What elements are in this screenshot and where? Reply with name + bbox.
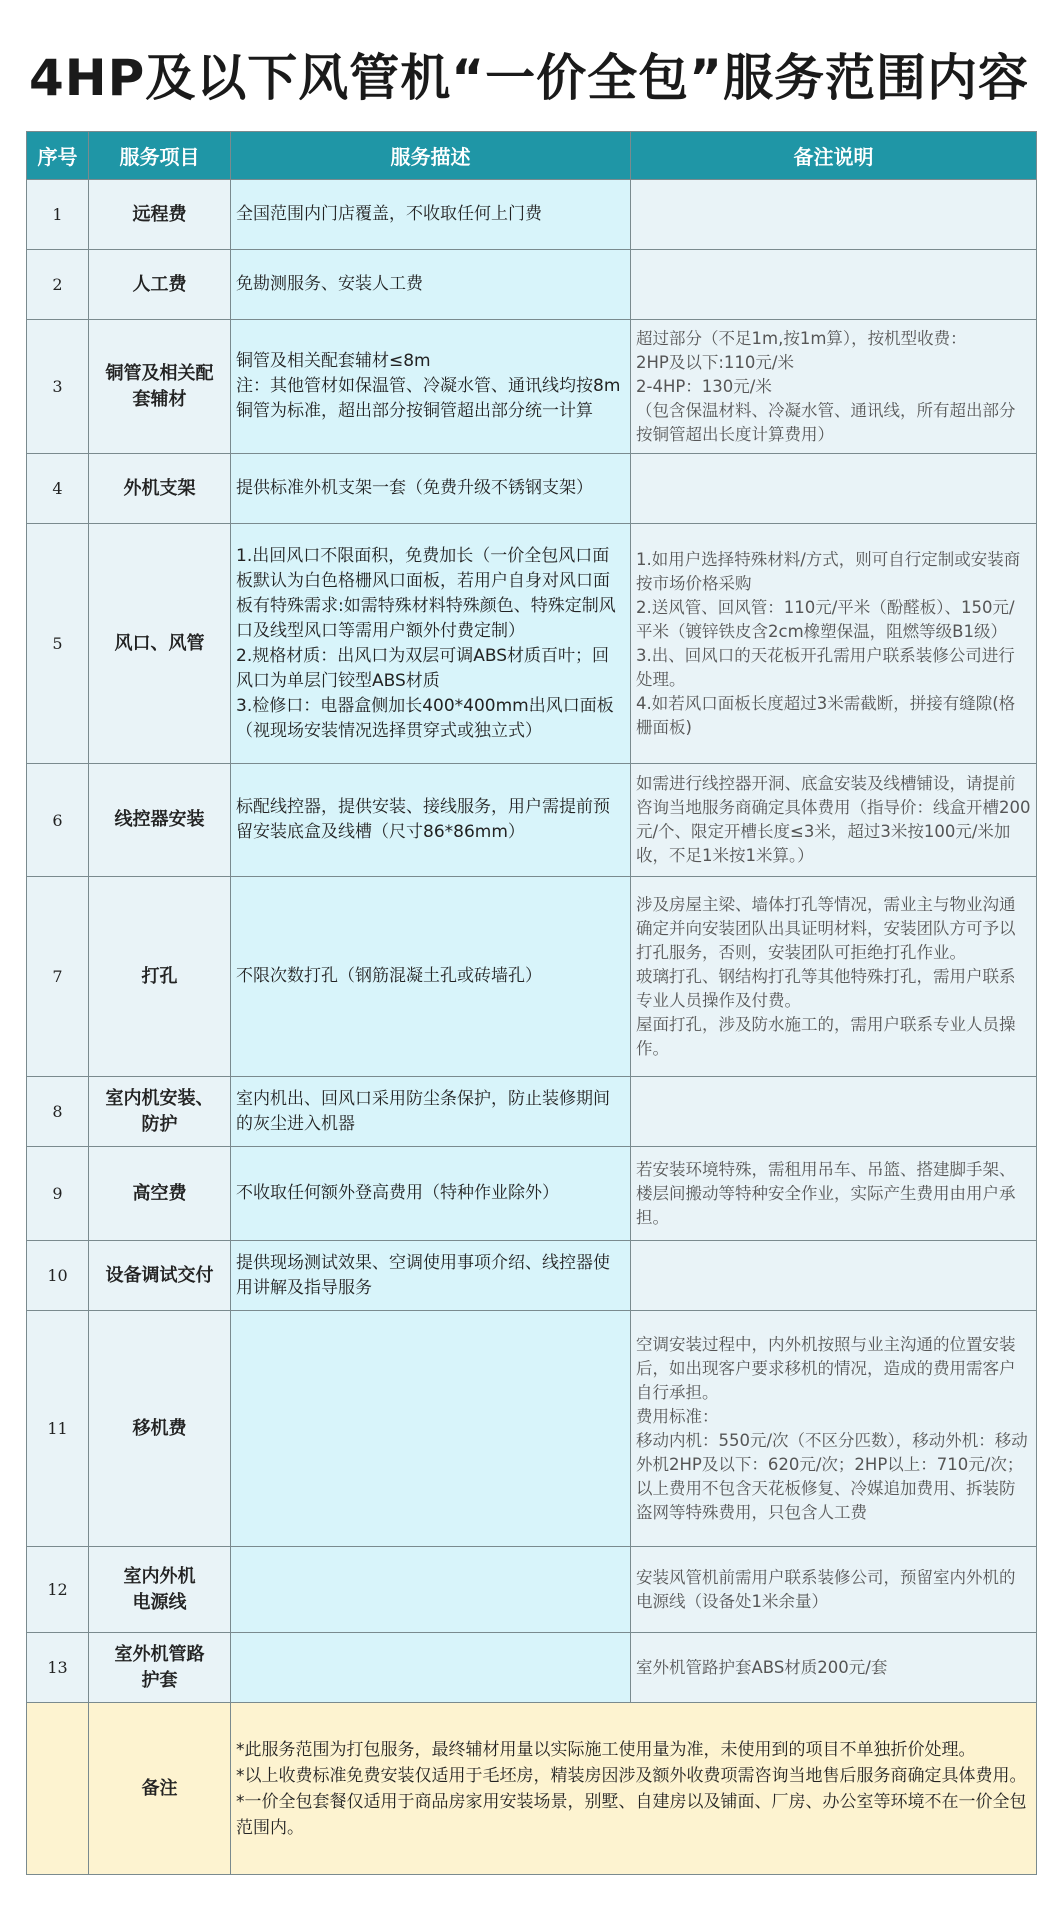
service-item: [89, 250, 231, 320]
service-item-line: 室内机安装、: [105, 1087, 214, 1109]
service-item: [89, 524, 231, 764]
service-note: [631, 764, 1037, 877]
service-item-line: 外机支架: [123, 477, 196, 499]
table-row: [27, 1241, 1037, 1311]
service-description: [231, 1241, 631, 1311]
service-item-line: 护套: [141, 1669, 178, 1691]
page-title: 4HP及以下风管机“一价全包”服务范围内容: [28, 49, 1029, 107]
service-description-line: 不收取任何额外登高费用（特种作业除外）: [236, 1183, 559, 1203]
service-note: [631, 1147, 1037, 1241]
service-description: [231, 250, 631, 320]
table-row: [27, 320, 1037, 454]
row-index: 4: [27, 454, 89, 524]
service-note: [631, 524, 1037, 764]
service-description: [231, 1311, 631, 1547]
table-row: [27, 250, 1037, 320]
service-item-line: 室内外机: [123, 1565, 196, 1587]
service-note-line: 1.如用户选择特殊材料/方式，则可自行定制或安装商按市场价格采购: [636, 549, 1021, 593]
remark-text-line: *以上收费标准免费安装仅适用于毛坯房，精装房因涉及额外收费项需咨询当地售后服务商确定具体费用。: [236, 1765, 1027, 1786]
service-note: [631, 1311, 1037, 1547]
service-description-line: 不限次数打孔（钢筋混凝土孔或砖墙孔）: [236, 966, 542, 986]
table-row: [27, 877, 1037, 1077]
row-index: 12: [27, 1547, 89, 1633]
service-item-line: 打孔: [141, 965, 178, 987]
service-note-line: 2.送风管、回风管：110元/平米（酚醛板）、150元/平米（镀锌铁皮含2cm橡塑保温，阻燃等级B1级）: [636, 597, 1015, 641]
service-note: [631, 1077, 1037, 1147]
service-description: [231, 1077, 631, 1147]
service-item: [89, 1147, 231, 1241]
remark-row: [27, 1703, 1037, 1875]
remark-label: 备注: [89, 1703, 231, 1875]
row-index: 7: [27, 877, 89, 1077]
table-row: [27, 1547, 1037, 1633]
service-description-line: 提供现场测试效果、空调使用事项介绍、线控器使用讲解及指导服务: [236, 1252, 610, 1298]
table-row: [27, 1077, 1037, 1147]
service-item-line: 风口、风管: [114, 632, 205, 654]
service-description-line: 免勘测服务、安装人工费: [236, 274, 423, 294]
service-description-line: 3.检修口：电器盒侧加长400*400mm出风口面板（视现场安装情况选择贯穿式或独立式）: [236, 695, 614, 741]
row-index: 5: [27, 524, 89, 764]
remark-text-line: *一价全包套餐仅适用于商品房家用安装场景，别墅、自建房以及铺面、厂房、办公室等环境不在一价全包范围内。: [236, 1791, 1027, 1838]
service-note-line: 4.如若风口面板长度超过3米需截断，拼接有缝隙(格栅面板): [636, 693, 1016, 737]
row-index: 8: [27, 1077, 89, 1147]
table-row: [27, 454, 1037, 524]
service-note: [631, 320, 1037, 454]
service-item: [89, 764, 231, 877]
service-note-line: 安装风管机前需用户联系装修公司，预留室内外机的电源线（设备处1米余量）: [636, 1567, 1016, 1611]
service-item-line: 线控器安装: [114, 809, 205, 830]
row-index: 10: [27, 1241, 89, 1311]
service-description: [231, 1633, 631, 1703]
service-item-line: 人工费: [132, 273, 187, 295]
service-description: [231, 180, 631, 250]
service-note-line: （包含保温材料、冷凝水管、通讯线，所有超出部分按铜管超出长度计算费用）: [636, 400, 1016, 444]
table-row: [27, 764, 1037, 877]
service-item: [89, 1311, 231, 1547]
service-description: [231, 764, 631, 877]
service-note: [631, 877, 1037, 1077]
service-note-line: 玻璃打孔、钢结构打孔等其他特殊打孔，需用户联系专业人员操作及付费。: [636, 966, 1016, 1010]
service-item: [89, 1547, 231, 1633]
service-description-line: 2.规格材质：出风口为双层可调ABS材质百叶；回风口为单层门铰型ABS材质: [236, 645, 610, 691]
service-description: [231, 1547, 631, 1633]
service-item: [89, 877, 231, 1077]
remark-text-line: *此服务范围为打包服务，最终辅材用量以实际施工使用量为准，未使用到的项目不单独折价处理。: [236, 1739, 976, 1760]
service-note: [631, 454, 1037, 524]
table-row: [27, 1311, 1037, 1547]
row-index: 3: [27, 320, 89, 454]
table-row: [27, 1633, 1037, 1703]
service-note-line: 如需进行线控器开洞、底盒安装及线槽铺设，请提前咨询当地服务商确定具体费用（指导价：线盒开槽200元/个、限定开槽长度≤3米，超过3米按100元/米加收，不足1米按1米算。）: [636, 774, 1031, 865]
table-row: [27, 180, 1037, 250]
service-item-line: 铜管及相关配: [105, 362, 214, 384]
service-item-line: 电源线: [132, 1591, 187, 1613]
header-index: 序号: [27, 132, 89, 180]
row-index: 2: [27, 250, 89, 320]
service-item: [89, 1633, 231, 1703]
service-description-line: 室内机出、回风口采用防尘条保护，防止装修期间的灰尘进入机器: [236, 1088, 610, 1134]
service-note-line: 屋面打孔，涉及防水施工的，需用户联系专业人员操作。: [636, 1014, 1016, 1058]
service-item-line: 高空费: [132, 1182, 187, 1204]
service-note-line: 费用标准：: [636, 1406, 719, 1426]
service-note: [631, 1241, 1037, 1311]
service-item: [89, 1077, 231, 1147]
service-item-line: 室外机管路: [114, 1643, 205, 1665]
row-index: 13: [27, 1633, 89, 1703]
service-note-line: 若安装环境特殊，需租用吊车、吊篮、搭建脚手架、楼层间搬动等特种安全作业，实际产生费用由用户承担。: [636, 1159, 1016, 1227]
table-header-row: [27, 132, 1037, 180]
service-note: [631, 1633, 1037, 1703]
header-note: 备注说明: [631, 132, 1037, 180]
service-item: [89, 454, 231, 524]
service-note-line: 室外机管路护套ABS材质200元/套: [636, 1657, 888, 1677]
row-index: 1: [27, 180, 89, 250]
service-note-line: 涉及房屋主梁、墙体打孔等情况，需业主与物业沟通确定并向安装团队出具证明材料，安装团队方可予以打孔服务，否则，安装团队可拒绝打孔作业。: [636, 894, 1016, 962]
service-item-line: 移机费: [132, 1417, 187, 1439]
service-item-line: 套辅材: [132, 388, 187, 410]
service-note: [631, 180, 1037, 250]
service-item: [89, 180, 231, 250]
service-description-line: 1.出回风口不限面积，免费加长（一价全包风口面板默认为白色格栅风口面板，若用户自身对风口面板有特殊需求:如需特殊材料特殊颜色、特殊定制风口及线型风口等需用户额外付费定制）: [236, 545, 616, 641]
service-note-line: 3.出、回风口的天花板开孔需用户联系装修公司进行处理。: [636, 645, 1015, 689]
service-note-line: 移动内机：550元/次（不区分匹数），移动外机：移动外机2HP及以下：620元/次；2HP以上：710元/次；: [636, 1430, 1028, 1474]
service-item-line: 设备调试交付: [105, 1264, 214, 1286]
remark-index: [27, 1703, 89, 1875]
service-item-line: 防护: [141, 1113, 178, 1135]
service-description: [231, 1147, 631, 1241]
service-description-line: 提供标准外机支架一套（免费升级不锈钢支架）: [236, 478, 593, 498]
remark-text: [231, 1703, 1037, 1875]
header-item: 服务项目: [89, 132, 231, 180]
service-description-line: 全国范围内门店覆盖，不收取任何上门费: [236, 204, 542, 224]
service-note-line: 空调安装过程中，内外机按照与业主沟通的位置安装后，如出现客户要求移机的情况，造成的费用需客户自行承担。: [636, 1334, 1016, 1402]
service-description: [231, 524, 631, 764]
row-index: 6: [27, 764, 89, 877]
row-index: 9: [27, 1147, 89, 1241]
service-note-line: 2HP及以下:110元/米: [636, 352, 794, 372]
service-item: [89, 320, 231, 454]
table-row: [27, 524, 1037, 764]
service-note-line: 超过部分（不足1m,按1m算），按机型收费：: [636, 328, 967, 348]
service-description-line: 标配线控器，提供安装、接线服务，用户需提前预留安装底盒及线槽（尺寸86*86mm）: [236, 797, 610, 842]
service-description: [231, 877, 631, 1077]
service-table: [26, 131, 1037, 1875]
service-description-line: 注：其他管材如保温管、冷凝水管、通讯线均按8m铜管为标准，超出部分按铜管超出部分统一计算: [236, 376, 621, 421]
table-row: [27, 1147, 1037, 1241]
service-description: [231, 320, 631, 454]
header-description: 服务描述: [231, 132, 631, 180]
service-item: [89, 1241, 231, 1311]
row-index: 11: [27, 1311, 89, 1547]
service-note-line: 以上费用不包含天花板修复、冷媒追加费用、拆装防盗网等特殊费用，只包含人工费: [636, 1478, 1016, 1522]
service-item-line: 远程费: [132, 203, 187, 225]
service-note-line: 2-4HP：130元/米: [636, 376, 772, 396]
service-description: [231, 454, 631, 524]
service-note: [631, 250, 1037, 320]
service-note: [631, 1547, 1037, 1633]
service-description-line: 铜管及相关配套辅材≤8m: [236, 351, 431, 371]
